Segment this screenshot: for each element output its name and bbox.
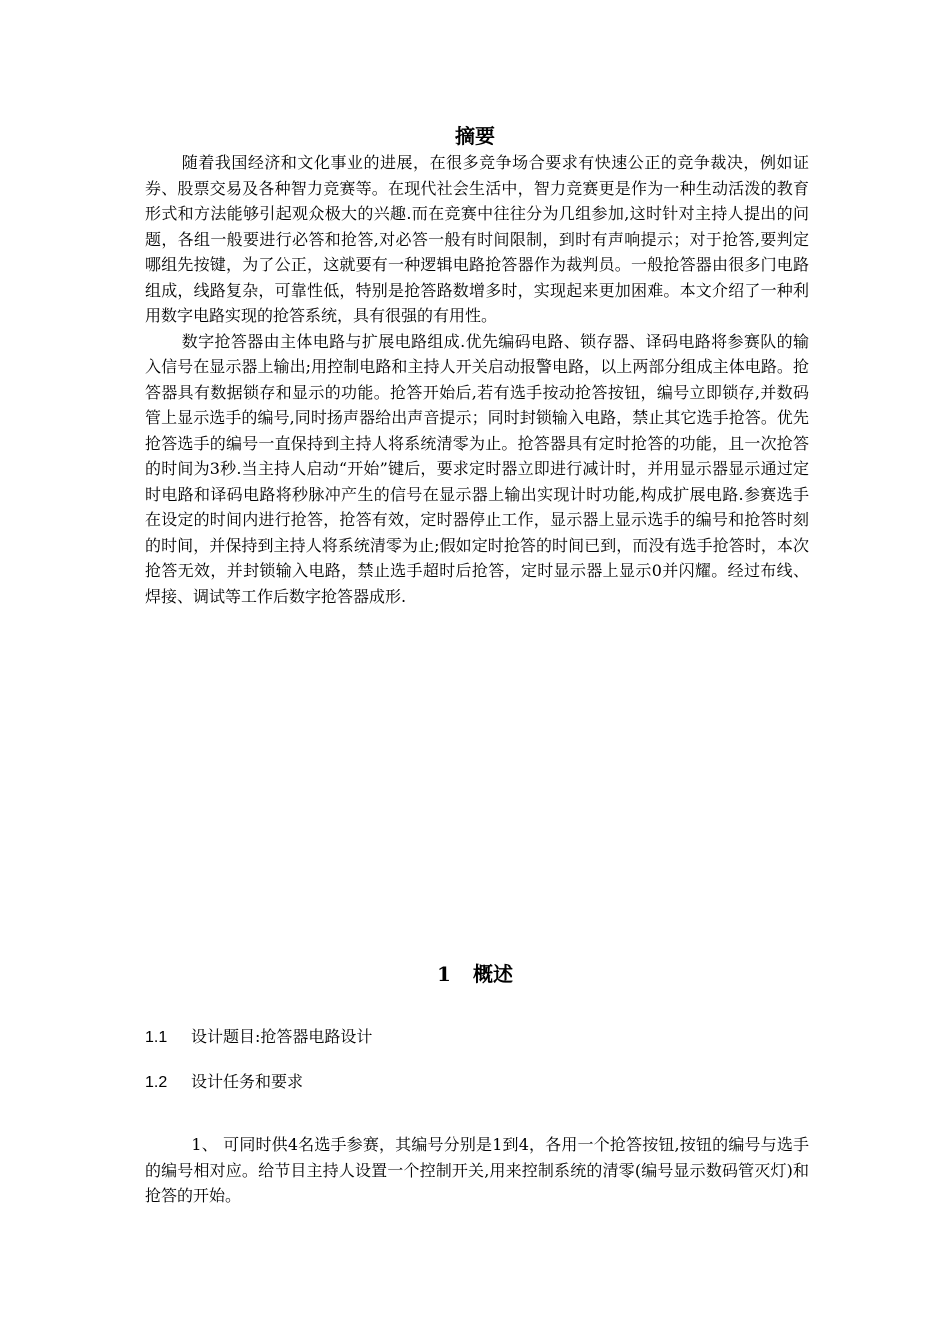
abstract-paragraph-2: 数字抢答器由主体电路与扩展电路组成.优先编码电路、锁存器、译码电路将参赛队的输入信号在显示器上输出;用控制电路和主持人开关启动报警电路，以上两部分组成主体电路。抢答器具有数据锁存和显示的功能。抢答开始后,若有选手按动抢答按钮，编号立即锁存,并数码管上显示选手的编号,同时扬声器给出声音提示；同时封锁输入电路，禁止其它选手抢答。优先抢答选手的编号一直保持到主持人将系统清零为止。抢答器具有定时抢答的功能，且一次抢答的时间为3秒.当主持人启动“开始”键后，要求定时器立即进行减计时，并用显示器显示通过定时电路和译码电路将秒脉冲产生的信号在显示器上输出实现计时功能,构成扩展电路.参赛选手在设定的时间内进行抢答，抢答有效，定时器停止工作，显示器上显示选手的编号和抢答时刻的时间，并保持到主持人将系统清零为止;假如定时抢答的时间已到，而没有选手抢答时，本次抢答无效，并封锁输入电路，禁止选手超时后抢答，定时显示器上显示0并闪耀。经过布线、焊接、调试等工作后数字抢答器成形. — [145, 331, 809, 606]
subsection-title: 设计任务和要求 — [191, 1072, 304, 1091]
abstract-title: 摘要 — [455, 124, 495, 148]
abstract-paragraph-1: 随着我国经济和文化事业的进展，在很多竞争场合要求有快速公正的竞争裁决，例如证券、股票交易及各种智力竞赛等。在现代社会生活中，智力竞赛更是作为一种生动活泼的教育形式和方法能够引起观众极大的兴趣.而在竞赛中往往分为几组参加,这时针对主持人提出的问题，各组一般要进行必答和抢答,对必答一般有时间限制，到时有声响提示；对于抢答,要判定哪组先按键，为了公正，这就要有一种逻辑电路抢答器作为裁判员。一般抢答器由很多门电路组成，线路复杂，可靠性低，特别是抢答路数增多时，实现起来更加困难。本文介绍了一种利用数字电路实现的抢答系统，具有很强的有用性。 — [145, 153, 809, 325]
subsection-number: 1.2 — [145, 1074, 168, 1091]
subsection-heading — [145, 1070, 303, 1095]
section-title: 概述 — [472, 962, 513, 986]
section-heading — [0, 958, 950, 990]
section-number: 1 — [437, 962, 451, 986]
abstract-body — [145, 150, 809, 609]
requirement-item-1: 1、 可同时供4名选手参赛，其编号分别是1到4，各用一个抢答按钮,按钮的编号与选手的编号相对应。给节目主持人设置一个控制开关,用来控制系统的清零(编号显示数码管灭灯)和抢答的开始。 — [145, 1135, 809, 1205]
subsection-number: 1.1 — [145, 1029, 168, 1046]
subsection-heading — [145, 1025, 372, 1050]
subsection-title: 设计题目:抢答器电路设计 — [191, 1027, 373, 1046]
